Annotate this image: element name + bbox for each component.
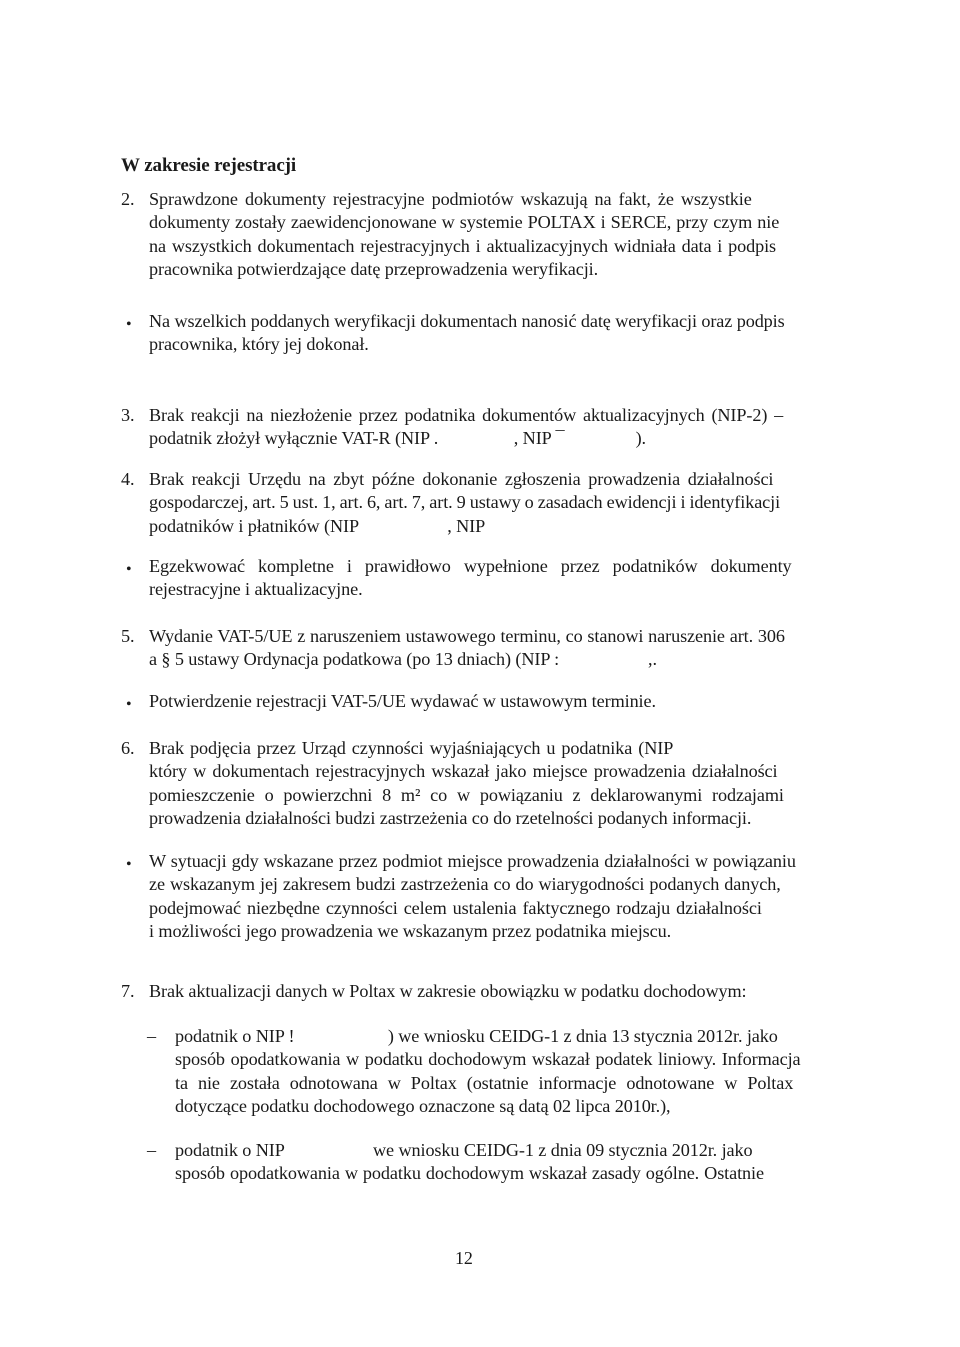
text-line: podatnik o NIP ! ) we wniosku CEIDG-1 z dnia 13 stycznia 2012r. jako: [175, 1026, 778, 1046]
paragraph-item-2: [149, 188, 841, 282]
text-line: podatników i płatników (NIP , NIP: [149, 515, 486, 536]
text-line: Sprawdzone dokumenty rejestracyjne podmiotów wskazują na fakt, że wszystkie: [149, 189, 752, 209]
text-line: pracownika potwierdzające datę przeprowadzenia weryfikacji.: [149, 259, 599, 280]
text-line: dokumenty zostały zaewidencjonowane w systemie POLTAX i SERCE, przy czym nie: [149, 212, 780, 233]
paragraph-item-5: [149, 625, 841, 672]
text-line: sposób opodatkowania w podatku dochodowym wskazał zasady ogólne. Ostatnie: [175, 1163, 764, 1184]
text-line: sposób opodatkowania w podatku dochodowym wskazał podatek liniowy. Informacja: [175, 1049, 801, 1070]
paragraph-bullet-3: [149, 690, 841, 713]
bullet-marker: •: [126, 856, 132, 873]
paragraph-subitem-1: [175, 1025, 841, 1119]
text-line: Egzekwować kompletne i prawidłowo wypełnione przez podatników dokumenty: [149, 556, 792, 576]
section-heading: W zakresie rejestracji: [121, 155, 297, 176]
item-number: 6.: [121, 738, 135, 758]
text-line: dotyczące podatku dochodowego oznaczone są datą 02 lipca 2010r.),: [175, 1096, 671, 1117]
text-line: Potwierdzenie rejestracji VAT-5/UE wydawać w ustawowym terminie.: [149, 691, 656, 711]
paragraph-bullet-1: [149, 310, 841, 357]
paragraph-subitem-2: [175, 1139, 841, 1186]
bullet-marker: •: [126, 696, 132, 713]
item-number: 5.: [121, 626, 135, 646]
text-line: Brak reakcji Urzędu na zbyt późne dokonanie zgłoszenia prowadzenia działalności: [149, 469, 774, 489]
text-line: i możliwości jego prowadzenia we wskazanym przez podatnika miejscu.: [149, 921, 672, 942]
item-number: 4.: [121, 469, 135, 489]
text-line: a § 5 ustawy Ordynacja podatkowa (po 13 dniach) (NIP : ,.: [149, 649, 657, 670]
text-line: podatnik o NIP we wniosku CEIDG-1 z dnia 09 stycznia 2012r. jako: [175, 1140, 753, 1160]
text-line: pomieszczenie o powierzchni 8 m² co w powiązaniu z deklarowanymi rodzajami: [149, 784, 784, 805]
paragraph-item-7: [149, 980, 841, 1003]
dash-marker: –: [147, 1140, 156, 1160]
text-line: podejmować niezbędne czynności celem ustalenia faktycznego rodzaju działalności: [149, 897, 762, 918]
text-line: podatnik złożył wyłącznie VAT-R (NIP . , NIP ¯ ).: [149, 428, 646, 449]
text-line: rejestracyjne i aktualizacyjne.: [149, 579, 363, 600]
dash-marker: –: [147, 1026, 156, 1046]
page-number: 12: [455, 1248, 473, 1268]
item-number: 2.: [121, 189, 135, 209]
paragraph-bullet-2: [149, 555, 841, 602]
text-line: gospodarczej, art. 5 ust. 1, art. 6, art. 7, art. 9 ustawy o zasadach ewidencji i identyfikacji: [149, 492, 781, 513]
text-line: Brak reakcji na niezłożenie przez podatnika dokumentów aktualizacyjnych (NIP-2) –: [149, 405, 784, 425]
text-line: ze wskazanym jej zakresem budzi zastrzeżenia co do wiarygodności podanych danych,: [149, 874, 781, 895]
text-line: Brak podjęcia przez Urząd czynności wyjaśniających u podatnika (NIP: [149, 738, 674, 758]
bullet-marker: •: [126, 561, 132, 578]
paragraph-item-4: [149, 468, 841, 538]
text-line: na wszystkich dokumentach rejestracyjnych i aktualizacyjnych widniała data i podpis: [149, 235, 777, 256]
text-line: Wydanie VAT-5/UE z naruszeniem ustawowego terminu, co stanowi naruszenie art. 306: [149, 626, 785, 646]
paragraph-item-3: [149, 404, 841, 451]
paragraph-bullet-4: [149, 850, 841, 944]
text-line: prowadzenia działalności budzi zastrzeżenia co do rzetelności podanych informacji.: [149, 808, 752, 829]
item-number: 3.: [121, 405, 135, 425]
text-line: pracownika, który jej dokonał.: [149, 334, 369, 355]
bullet-marker: •: [126, 316, 132, 333]
paragraph-item-6: [149, 737, 841, 831]
text-line: Brak aktualizacji danych w Poltax w zakresie obowiązku w podatku dochodowym:: [149, 981, 747, 1001]
text-line: W sytuacji gdy wskazane przez podmiot miejsce prowadzenia działalności w powiązaniu: [149, 851, 796, 871]
text-line: ta nie została odnotowana w Poltax (ostatnie informacje odnotowane w Poltax: [175, 1072, 794, 1093]
text-line: Na wszelkich poddanych weryfikacji dokumentach nanosić datę weryfikacji oraz podpis: [149, 311, 785, 331]
item-number: 7.: [121, 981, 135, 1001]
text-line: który w dokumentach rejestracyjnych wskazał jako miejsce prowadzenia działalności: [149, 761, 778, 782]
